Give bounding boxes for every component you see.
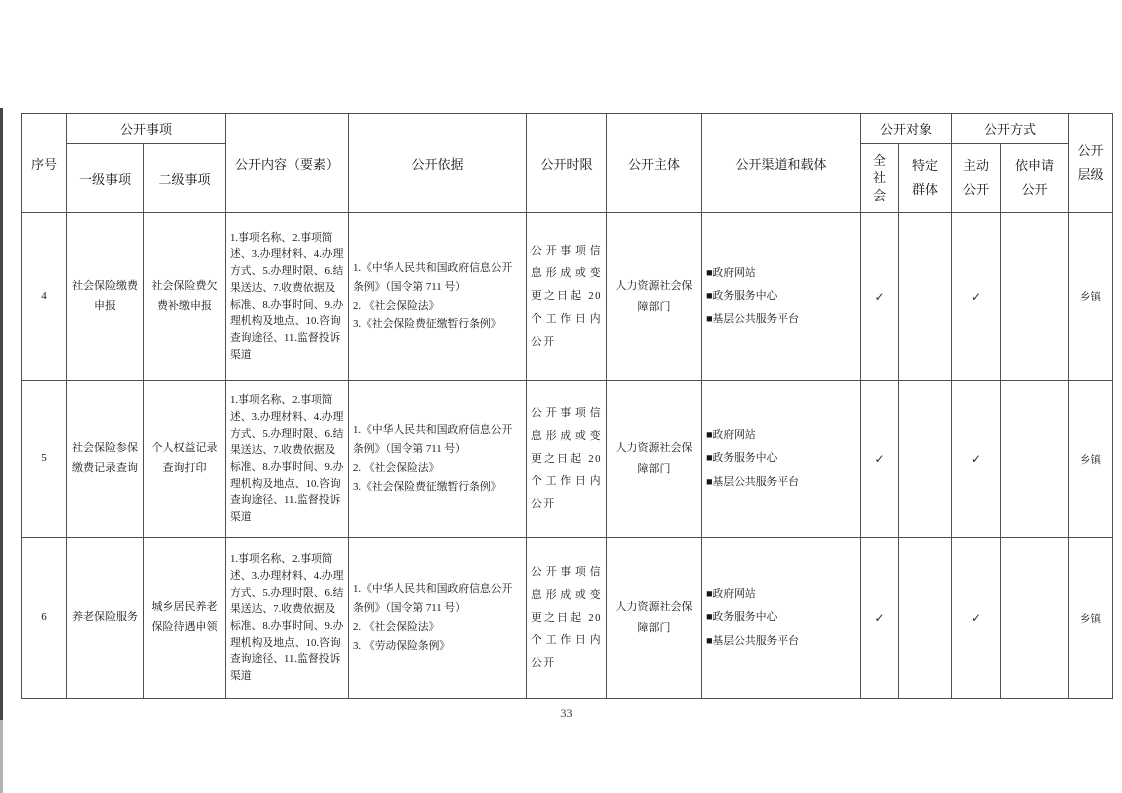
col-header-content: 公开内容（要素） [226, 114, 349, 213]
filled-square-icon: ■ [706, 429, 713, 442]
channel-item [706, 471, 856, 494]
basis-line: 1.《中华人民共和国政府信息公开条例》（国令第 711 号） [353, 424, 513, 456]
filled-square-icon: ■ [706, 475, 713, 488]
col-header-audience: 公开对象 [861, 114, 952, 144]
filled-square-icon: ■ [706, 634, 713, 647]
cell-proactive-check: ✓ [952, 538, 1001, 699]
col-header-seq: 序号 [22, 114, 67, 213]
col-header-specific-group [899, 144, 952, 213]
channel-label: 政府网站 [712, 429, 756, 442]
channel-item [706, 447, 856, 470]
table-row [22, 381, 1113, 538]
filled-square-icon: ■ [706, 266, 713, 279]
row-time-limit: 公开事项信息形成或变更之日起 20 个工作日内公开 [527, 538, 607, 699]
col-header-proactive [952, 144, 1001, 213]
row-seq: 6 [22, 538, 67, 699]
filled-square-icon: ■ [706, 289, 713, 302]
col-header-level1: 一级事项 [67, 144, 144, 213]
channel-label: 基层公共服务平台 [712, 475, 799, 488]
channel-item [706, 606, 856, 629]
row-time-limit: 公开事项信息形成或变更之日起 20 个工作日内公开 [527, 381, 607, 538]
row-level1-item: 社会保险参保缴费记录查询 [67, 381, 144, 538]
cell-proactive-check: ✓ [952, 213, 1001, 381]
row-level2-item: 个人权益记录查询打印 [144, 381, 226, 538]
cell-on-request-check [1001, 538, 1069, 699]
cell-specific-group-check [899, 381, 952, 538]
filled-square-icon: ■ [706, 452, 713, 465]
filled-square-icon: ■ [706, 588, 713, 601]
basis-line: 3. 《劳动保险条例》 [353, 639, 451, 652]
table-row [22, 213, 1113, 381]
col-header-all-society [861, 144, 899, 213]
row-channels [702, 538, 861, 699]
channel-label: 基层公共服务平台 [712, 313, 799, 326]
channel-label: 基层公共服务平台 [712, 634, 799, 647]
row-level2-item: 城乡居民养老保险待遇申领 [144, 538, 226, 699]
col-header-basis: 公开依据 [349, 114, 527, 213]
col-header-channels: 公开渠道和载体 [702, 114, 861, 213]
basis-line: 1.《中华人民共和国政府信息公开条例》（国令第 711 号） [353, 261, 513, 293]
filled-square-icon: ■ [706, 611, 713, 624]
basis-line: 2. 《社会保险法》 [353, 621, 440, 633]
basis-line: 2. 《社会保险法》 [353, 462, 440, 474]
scan-edge-artifact-light [0, 720, 3, 793]
basis-line: 1.《中华人民共和国政府信息公开条例》（国令第 711 号） [353, 583, 513, 615]
scan-edge-artifact-dark [0, 108, 3, 720]
row-seq: 5 [22, 381, 67, 538]
row-basis [349, 381, 527, 538]
cell-disclosure-level: 乡镇 [1069, 381, 1113, 538]
channel-item [706, 285, 856, 308]
row-level1-item: 社会保险缴费申报 [67, 213, 144, 381]
disclosure-catalog-table [21, 113, 1113, 699]
channel-label: 政务服务中心 [712, 611, 778, 624]
row-channels [702, 213, 861, 381]
basis-line: 3.《社会保险费征缴暂行条例》 [353, 318, 502, 331]
row-subject: 人力资源社会保障部门 [607, 213, 702, 381]
col-header-time-limit: 公开时限 [527, 114, 607, 213]
channel-label: 政府网站 [712, 588, 756, 601]
row-content-elements: 1.事项名称、2.事项简述、3.办理材料、4.办理方式、5.办理时限、6.结果送达、7.收费依据及标准、8.办事时间、9.办理机构及地点、10.咨询查询途径、11.监督投诉渠道 [226, 538, 349, 699]
col-header-proactive-label: 主动公开 [963, 157, 990, 197]
channel-item [706, 583, 856, 606]
cell-on-request-check [1001, 213, 1069, 381]
channel-label: 政府网站 [712, 266, 756, 279]
cell-all-society-check: ✓ [861, 213, 899, 381]
row-basis [349, 538, 527, 699]
row-content-elements: 1.事项名称、2.事项简述、3.办理材料、4.办理方式、5.办理时限、6.结果送达、7.收费依据及标准、8.办事时间、9.办理机构及地点、10.咨询查询途径、11.监督投诉渠道 [226, 381, 349, 538]
row-seq: 4 [22, 213, 67, 381]
page-number: 33 [560, 706, 573, 720]
cell-specific-group-check [899, 213, 952, 381]
cell-disclosure-level: 乡镇 [1069, 538, 1113, 699]
cell-specific-group-check [899, 538, 952, 699]
row-channels [702, 381, 861, 538]
channel-item [706, 630, 856, 653]
col-header-on-request [1001, 144, 1069, 213]
row-time-limit: 公开事项信息形成或变更之日起 20 个工作日内公开 [527, 213, 607, 381]
cell-disclosure-level: 乡镇 [1069, 213, 1113, 381]
col-header-level [1069, 114, 1113, 213]
channel-label: 政务服务中心 [712, 452, 778, 465]
row-level1-item: 养老保险服务 [67, 538, 144, 699]
col-header-level2: 二级事项 [144, 144, 226, 213]
cell-on-request-check [1001, 381, 1069, 538]
row-basis [349, 213, 527, 381]
col-header-disclosure-items: 公开事项 [67, 114, 226, 144]
cell-all-society-check: ✓ [861, 381, 899, 538]
col-header-all-society-label: 全社会 [873, 152, 887, 203]
row-subject: 人力资源社会保障部门 [607, 538, 702, 699]
basis-line: 3.《社会保险费征缴暂行条例》 [353, 480, 502, 493]
table-row [22, 538, 1113, 699]
row-content-elements: 1.事项名称、2.事项简述、3.办理材料、4.办理方式、5.办理时限、6.结果送达、7.收费依据及标准、8.办事时间、9.办理机构及地点、10.咨询查询途径、11.监督投诉渠道 [226, 213, 349, 381]
row-level2-item: 社会保险费欠费补缴申报 [144, 213, 226, 381]
channel-item [706, 308, 856, 331]
channel-item [706, 262, 856, 285]
col-header-subject: 公开主体 [607, 114, 702, 213]
col-header-method: 公开方式 [952, 114, 1069, 144]
basis-line: 2. 《社会保险法》 [353, 299, 440, 312]
col-header-level-label: 公开层级 [1077, 142, 1104, 182]
col-header-specific-group-label: 特定群体 [912, 157, 939, 197]
channel-item [706, 424, 856, 447]
col-header-on-request-label: 依申请公开 [1015, 157, 1055, 197]
filled-square-icon: ■ [706, 313, 713, 326]
cell-all-society-check: ✓ [861, 538, 899, 699]
channel-label: 政务服务中心 [712, 289, 778, 302]
cell-proactive-check: ✓ [952, 381, 1001, 538]
row-subject: 人力资源社会保障部门 [607, 381, 702, 538]
